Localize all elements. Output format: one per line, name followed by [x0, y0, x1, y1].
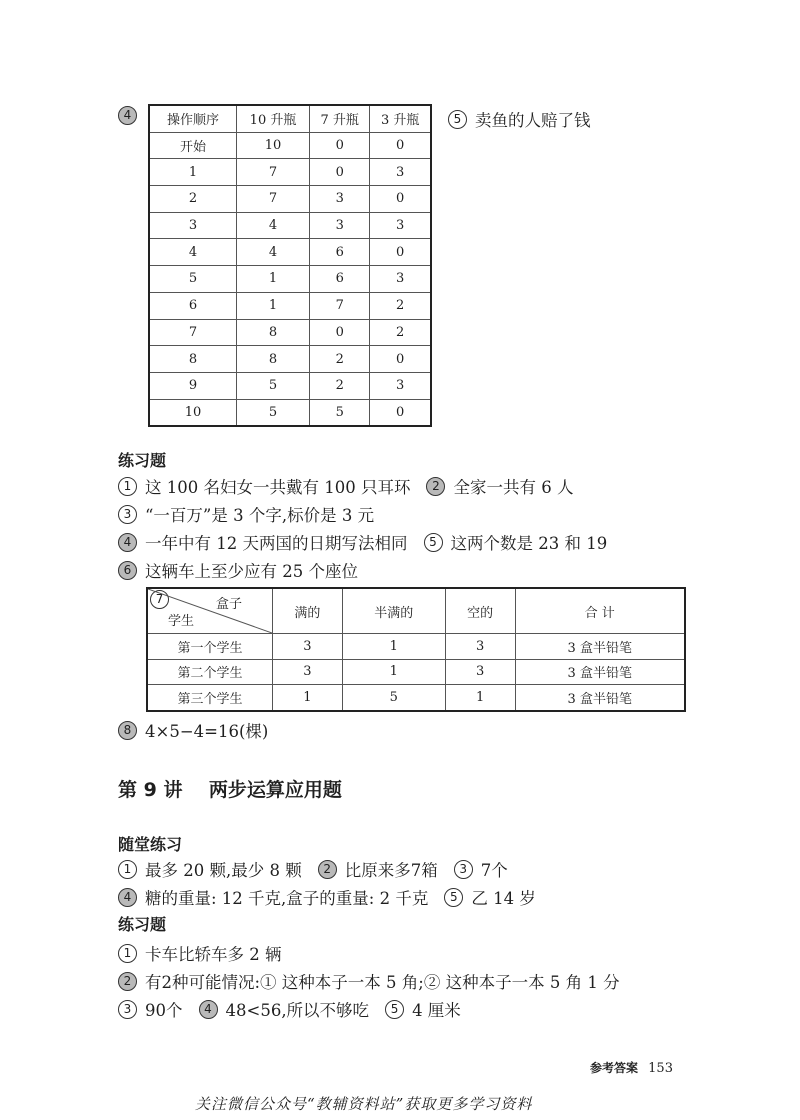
table-cell: 0 — [310, 319, 370, 346]
table-cell: 8 — [237, 319, 310, 346]
table-cell: 3 — [370, 266, 431, 293]
table-cell: 5 — [149, 266, 237, 293]
item-5-top — [448, 107, 591, 131]
item-5-text: 卖鱼的人赔了钱 — [475, 111, 591, 130]
answer-number: 4 — [199, 1000, 218, 1019]
answer-text: 4 厘米 — [412, 1001, 461, 1020]
table-cell: 3 — [310, 186, 370, 213]
corner-bottom-label: 学生 — [168, 614, 195, 629]
table-cell: 1 — [237, 266, 310, 293]
answer-text: 这两个数是 23 和 19 — [450, 534, 608, 553]
table-cell: 1 — [237, 292, 310, 319]
answer-text: 最多 20 颗,最少 8 颗 — [145, 861, 302, 880]
table-cell: 8 — [237, 346, 310, 373]
table-cell: 6 — [149, 292, 237, 319]
table-cell: 0 — [370, 239, 431, 266]
table-cell: 第二个学生 — [147, 659, 273, 685]
table-cell: 1 — [342, 659, 445, 685]
table-cell: 3 — [370, 372, 431, 399]
section-heading: 练习题 — [118, 915, 167, 934]
table-header: 空的 — [445, 588, 515, 634]
answer-number: 5 — [444, 888, 463, 907]
footer-label: 参考答案 — [590, 1061, 639, 1075]
answer-text: 4×5−4=16(棵) — [145, 722, 269, 741]
table-cell: 4 — [237, 239, 310, 266]
lesson-title: 第 9 讲 两步运算应用题 — [118, 779, 342, 801]
section-heading: 随堂练习 — [118, 835, 183, 854]
answer-number: 5 — [385, 1000, 404, 1019]
answer-text: 48<56,所以不够吃 — [225, 1001, 370, 1020]
table-row — [149, 292, 431, 319]
watermark-text: 关注微信公众号“教辅资料站”获取更多学习资料 — [195, 1095, 533, 1113]
table-row — [149, 266, 431, 293]
answer-line — [118, 474, 573, 498]
answer-number: 2 — [318, 860, 337, 879]
answer-text: 一年中有 12 天两国的日期写法相同 — [145, 534, 408, 553]
table-cell: 开始 — [149, 132, 237, 159]
answer-number: 2 — [426, 477, 445, 496]
answer-number: 4 — [118, 888, 137, 907]
table-header: 3 升瓶 — [370, 105, 431, 132]
table-row — [149, 399, 431, 426]
table-header-row — [149, 105, 431, 132]
table-cell: 3 — [149, 212, 237, 239]
table-cell: 1 — [273, 685, 343, 711]
answer-line — [118, 941, 282, 965]
answer-text: 这辆车上至少应有 25 个座位 — [145, 562, 358, 581]
table-cell: 2 — [149, 186, 237, 213]
table-header: 半满的 — [342, 588, 445, 634]
table-cell: 3 — [370, 159, 431, 186]
table-cell: 1 — [149, 159, 237, 186]
answer-number: 2 — [118, 972, 137, 991]
item-5-number: 5 — [448, 110, 467, 129]
table-cell: 1 — [445, 685, 515, 711]
answer-number: 3 — [118, 1000, 137, 1019]
table-cell: 10 — [237, 132, 310, 159]
table-row — [147, 634, 685, 660]
table-cell: 1 — [342, 634, 445, 660]
table-cell: 0 — [310, 132, 370, 159]
table-cell: 3 盒半铅笔 — [515, 659, 685, 685]
answer-number: 4 — [118, 533, 137, 552]
answer-number: 1 — [118, 944, 137, 963]
table-header: 7 升瓶 — [310, 105, 370, 132]
table-cell: 2 — [370, 319, 431, 346]
item-7-number: 7 — [150, 590, 169, 609]
table-cell: 2 — [310, 372, 370, 399]
table-cell: 3 — [273, 634, 343, 660]
table-row — [149, 346, 431, 373]
answer-number: 1 — [118, 477, 137, 496]
table-cell: 4 — [149, 239, 237, 266]
answer-number: 1 — [118, 860, 137, 879]
table-cell: 5 — [342, 685, 445, 711]
diagonal-header-cell — [147, 588, 273, 634]
table-cell: 0 — [370, 399, 431, 426]
table-cell: 3 — [445, 634, 515, 660]
table-cell: 5 — [310, 399, 370, 426]
table-cell: 3 — [445, 659, 515, 685]
table-cell: 2 — [370, 292, 431, 319]
answer-text: 有2种可能情况:① 这种本子一本 5 角;② 这种本子一本 5 角 1 分 — [145, 973, 620, 992]
answer-text: 7个 — [480, 861, 508, 880]
table-cell: 2 — [310, 346, 370, 373]
answer-line — [118, 885, 536, 909]
table-cell: 3 — [370, 212, 431, 239]
table-row — [147, 685, 685, 711]
table-cell: 0 — [310, 159, 370, 186]
table-row — [149, 212, 431, 239]
answer-number: 3 — [118, 505, 137, 524]
table-cell: 3 盒半铅笔 — [515, 634, 685, 660]
table-cell: 第三个学生 — [147, 685, 273, 711]
table-cell: 第一个学生 — [147, 634, 273, 660]
answer-line — [118, 530, 607, 554]
answer-line — [118, 718, 268, 742]
pour-table — [148, 104, 432, 427]
table-header: 合 计 — [515, 588, 685, 634]
table-cell: 0 — [370, 346, 431, 373]
table-cell: 3 — [310, 212, 370, 239]
table-row — [149, 186, 431, 213]
answer-line — [118, 558, 358, 582]
page-number: 153 — [648, 1061, 673, 1076]
table-row — [149, 239, 431, 266]
answer-text: 全家一共有 6 人 — [453, 478, 574, 497]
table-row — [149, 319, 431, 346]
table-cell: 3 — [273, 659, 343, 685]
table-cell: 7 — [237, 186, 310, 213]
table-cell: 5 — [237, 372, 310, 399]
answer-number: 5 — [424, 533, 443, 552]
page-footer — [590, 1059, 673, 1076]
table-cell: 7 — [237, 159, 310, 186]
table-header: 操作顺序 — [149, 105, 237, 132]
answer-text: 90个 — [145, 1001, 183, 1020]
answer-number: 8 — [118, 721, 137, 740]
diagonal-line — [148, 589, 272, 633]
table-cell: 6 — [310, 266, 370, 293]
box-table — [146, 587, 686, 712]
table-cell: 7 — [149, 319, 237, 346]
answer-text: 这 100 名妇女一共戴有 100 只耳环 — [145, 478, 411, 497]
table-cell: 9 — [149, 372, 237, 399]
table-cell: 3 盒半铅笔 — [515, 685, 685, 711]
answer-text: 糖的重量: 12 千克,盒子的重量: 2 千克 — [145, 889, 429, 908]
answer-number: 3 — [454, 860, 473, 879]
table-row — [149, 132, 431, 159]
table-cell: 6 — [310, 239, 370, 266]
table-cell: 4 — [237, 212, 310, 239]
answer-text: 乙 14 岁 — [471, 889, 536, 908]
table-row — [149, 372, 431, 399]
item-4-number: 4 — [118, 106, 137, 125]
answer-number: 6 — [118, 561, 137, 580]
answer-text: 卡车比轿车多 2 辆 — [145, 945, 282, 964]
corner-top-label: 盒子 — [215, 597, 242, 612]
table-header: 10 升瓶 — [237, 105, 310, 132]
answer-text: “一百万”是 3 个字,标价是 3 元 — [145, 506, 375, 525]
table-header: 满的 — [273, 588, 343, 634]
table-cell: 7 — [310, 292, 370, 319]
table-cell: 0 — [370, 132, 431, 159]
answer-line — [118, 857, 508, 881]
table-header-row — [147, 588, 685, 634]
table-row — [149, 159, 431, 186]
pour-table-body — [149, 132, 431, 426]
table-cell: 8 — [149, 346, 237, 373]
table-cell: 5 — [237, 399, 310, 426]
table-row — [147, 659, 685, 685]
table-cell: 0 — [370, 186, 431, 213]
box-table-body — [147, 634, 685, 711]
table-cell: 10 — [149, 399, 237, 426]
answer-line — [118, 997, 461, 1021]
answer-line — [118, 502, 374, 526]
section-heading: 练习题 — [118, 451, 167, 470]
answer-text: 比原来多7箱 — [344, 861, 438, 880]
answer-line — [118, 969, 620, 993]
